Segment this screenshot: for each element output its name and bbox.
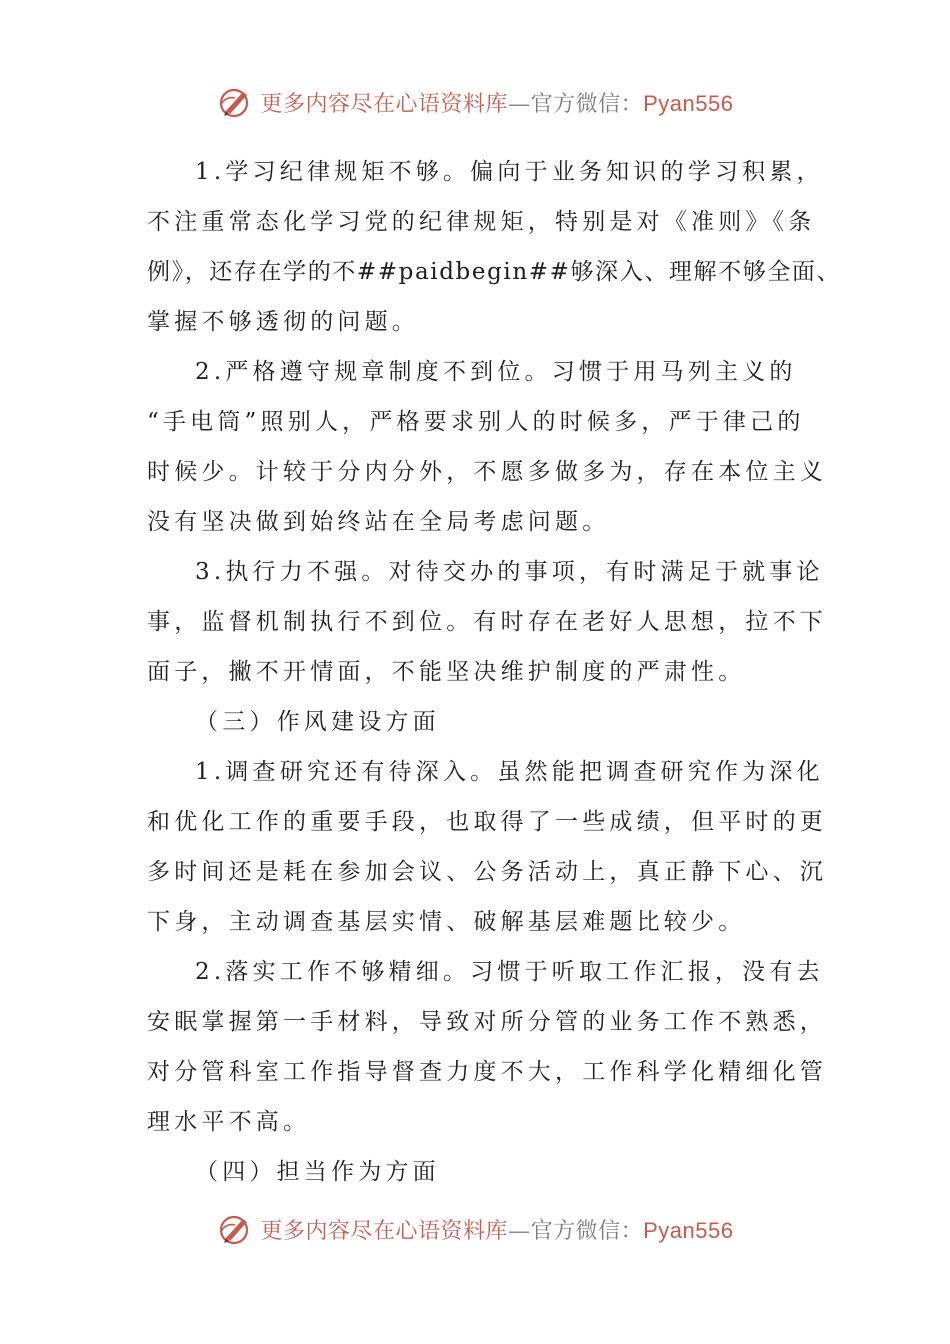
watermark-label: 官方微信： xyxy=(530,91,644,117)
text-line: 多时间还是耗在参加会议、公务活动上，真正静下心、沉 xyxy=(147,859,827,885)
text-line: 2.落实工作不够精细。习惯于听取工作汇报，没有去 xyxy=(195,959,824,985)
text-line: 安眠掌握第一手材料，导致对所分管的业务工作不熟悉， xyxy=(147,1009,827,1035)
text-line: 下身，主动调查基层实情、破解基层难题比较少。 xyxy=(147,909,746,935)
text-line: 和优化工作的重要手段，也取得了一些成绩，但平时的更 xyxy=(147,809,827,835)
pen-circle-logo-icon xyxy=(217,84,253,120)
text-line: 2.严格遵守规章制度不到位。习惯于用马列主义的 xyxy=(195,359,797,385)
text-line: 理水平不高。 xyxy=(147,1109,311,1135)
text-line: 掌握不够透彻的问题。 xyxy=(147,309,419,335)
watermark-separator: — xyxy=(508,91,531,117)
text-line: 1.调查研究还有待深入。虽然能把调查研究作为深化 xyxy=(195,759,824,785)
watermark-account: Pyan556 xyxy=(643,1217,734,1243)
text-line: 例》，还存在学的不##paidbegin##够深入、理解不够全面、 xyxy=(147,259,842,285)
text-line: “手电筒”照别人，严格要求别人的时候多，严于律己的 xyxy=(147,409,805,435)
text-line: 事，监督机制执行不到位。有时存在老好人思想，拉不下 xyxy=(147,609,827,635)
text-line: 不注重常态化学习党的纪律规矩，特别是对《准则》《条 xyxy=(147,209,816,235)
text-line: 面子，撇不开情面，不能坚决维护制度的严肃性。 xyxy=(147,659,746,685)
text-line: 1.学习纪律规矩不够。偏向于业务知识的学习积累， xyxy=(195,159,824,185)
section-heading: （四）担当作为方面 xyxy=(195,1159,440,1185)
watermark-main: 更多内容尽在心语资料库 xyxy=(260,91,509,117)
pen-circle-logo-icon xyxy=(217,1211,253,1247)
watermark-account: Pyan556 xyxy=(643,90,734,116)
watermark-separator: — xyxy=(508,1218,531,1244)
text-line: 对分管科室工作指导督查力度不大，工作科学化精细化管 xyxy=(147,1059,827,1085)
watermark-text xyxy=(261,87,734,118)
header-watermark xyxy=(0,82,950,122)
section-heading: （三）作风建设方面 xyxy=(195,709,440,735)
text-line: 3.执行力不强。对待交办的事项，有时满足于就事论 xyxy=(195,559,824,585)
watermark-text xyxy=(261,1214,734,1245)
footer-watermark xyxy=(0,1209,950,1249)
text-line: 时候少。计较于分内分外，不愿多做多为，存在本位主义 xyxy=(147,459,827,485)
watermark-label: 官方微信： xyxy=(530,1218,644,1244)
watermark-main: 更多内容尽在心语资料库 xyxy=(260,1218,509,1244)
text-line: 没有坚决做到始终站在全局考虑问题。 xyxy=(147,509,610,535)
